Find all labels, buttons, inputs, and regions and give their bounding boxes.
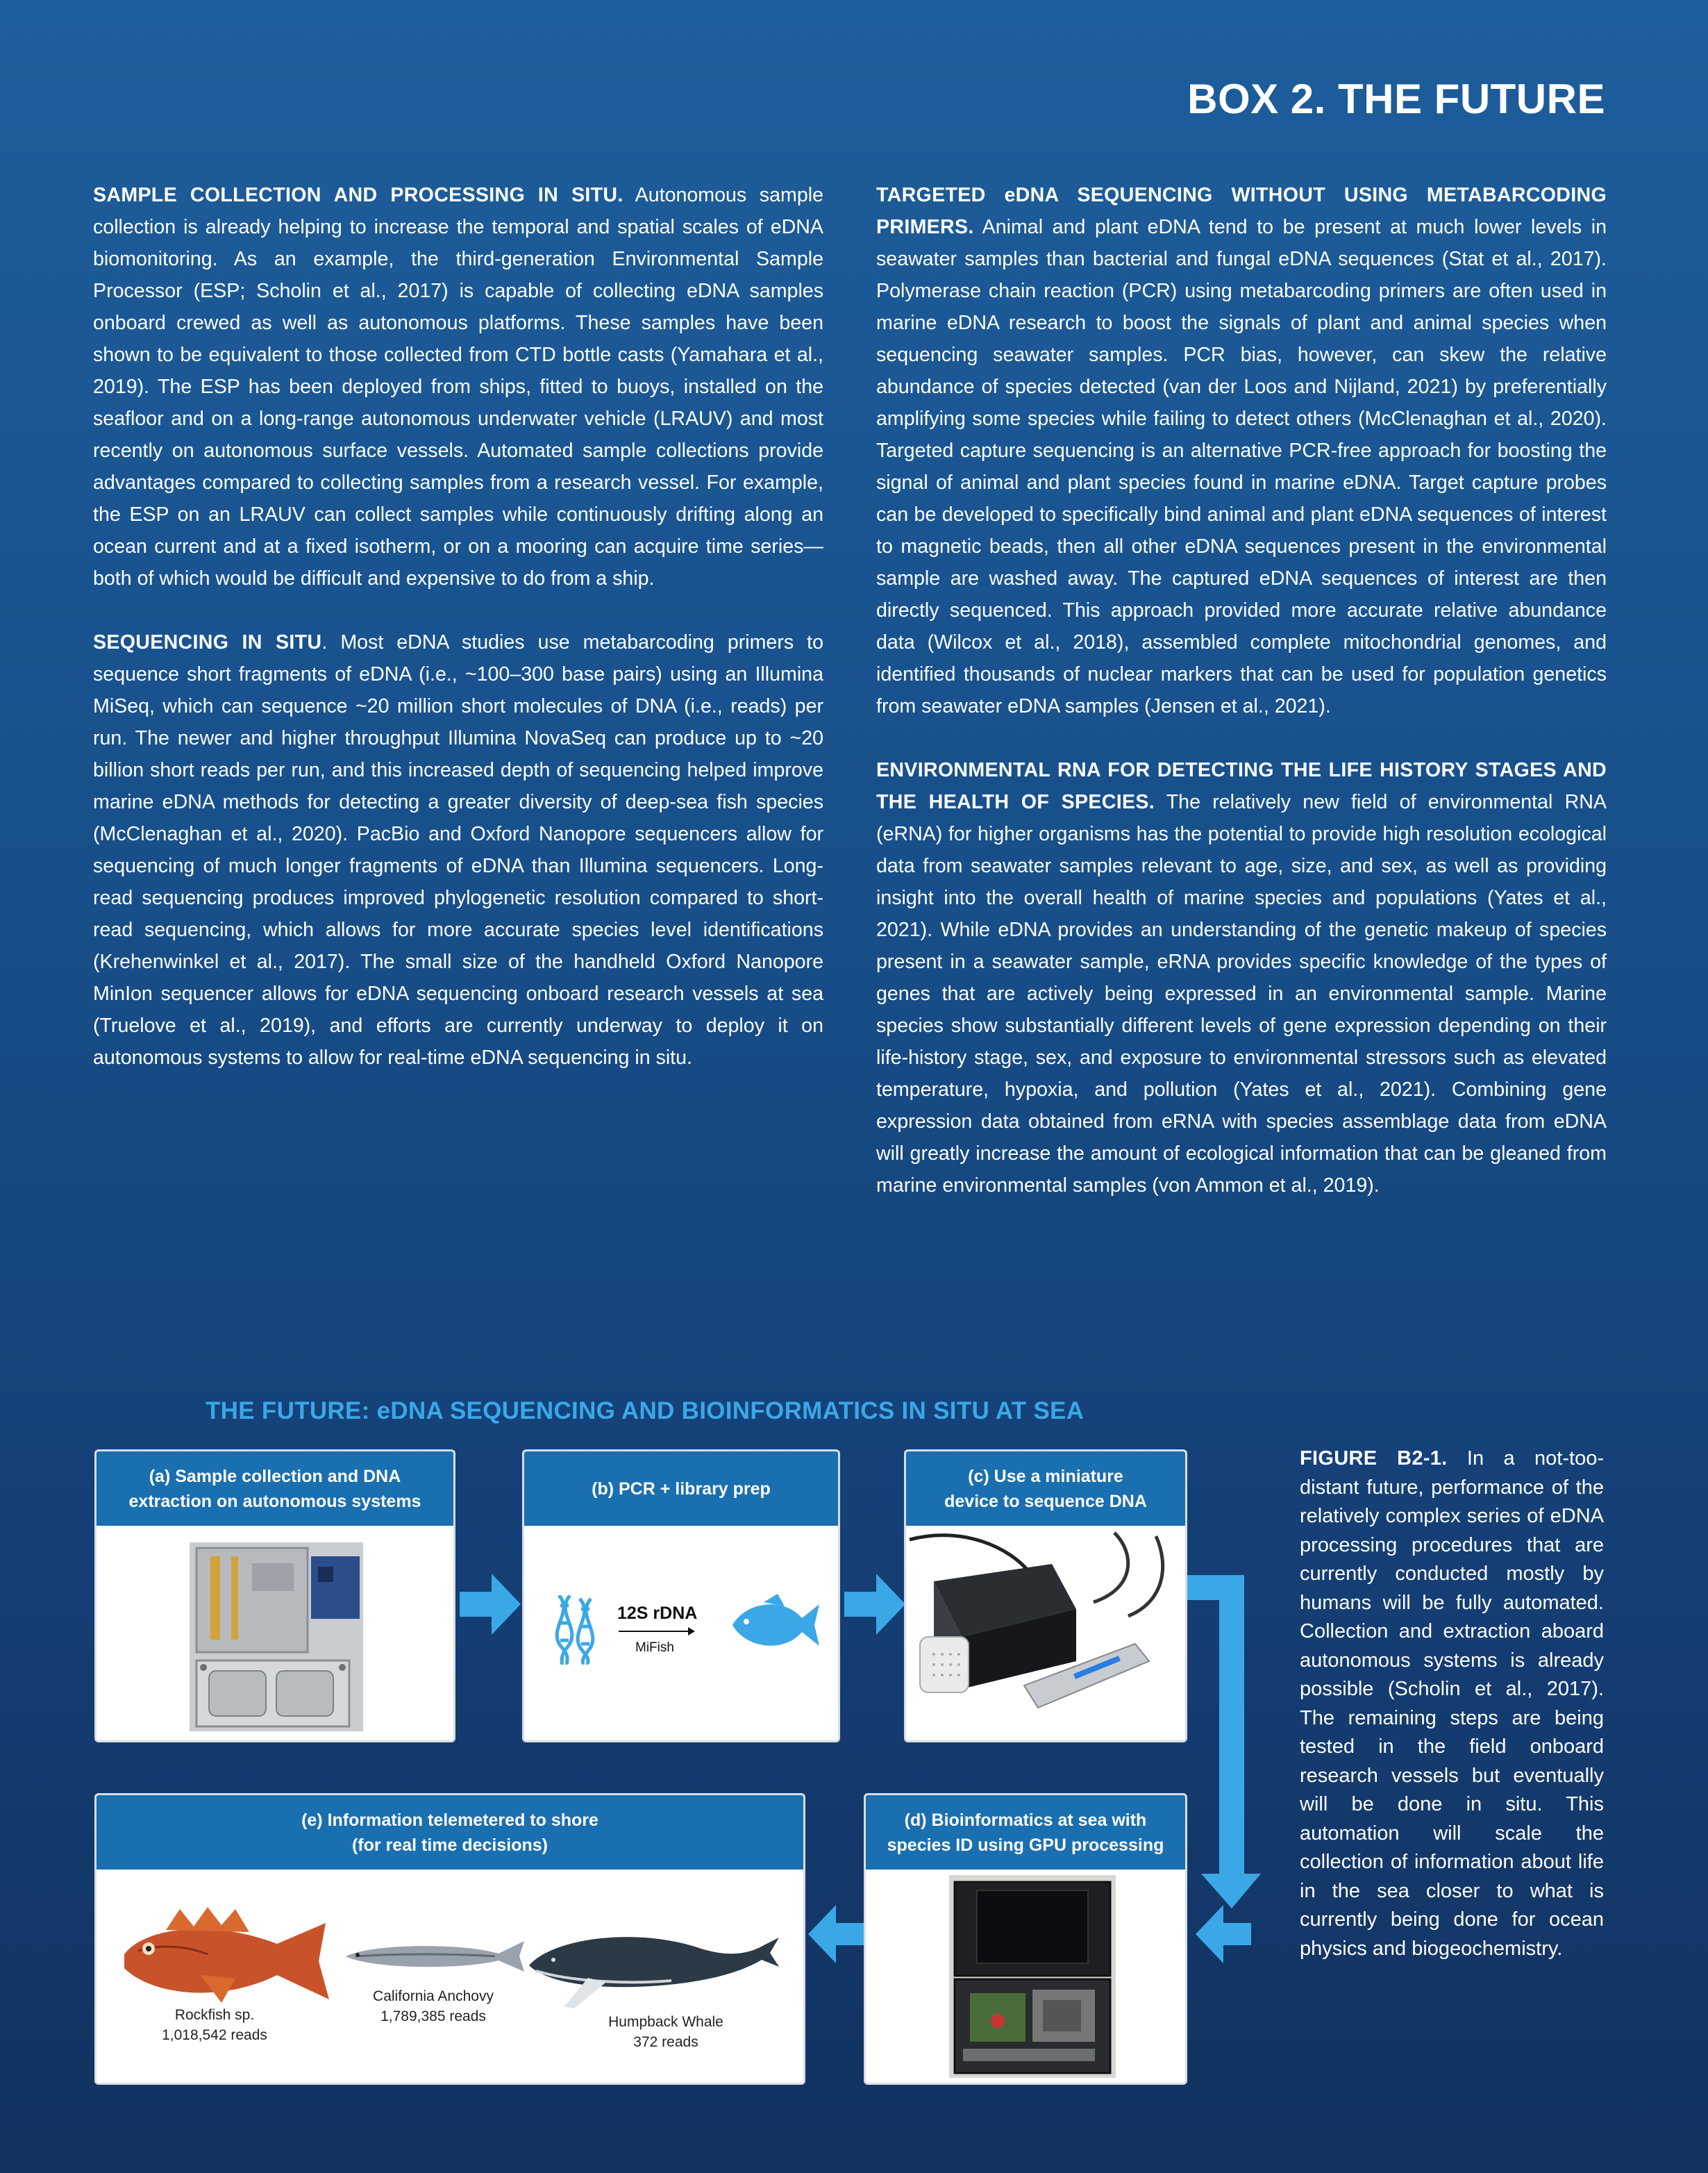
paragraph-targeted-sequencing [876, 179, 1607, 722]
arrow-left-icon [1196, 1899, 1251, 1969]
sequencer-device-image [906, 1526, 1184, 1734]
section-heading: SEQUENCING IN SITU [93, 631, 322, 653]
marker-label: 12S rDNA [617, 1604, 698, 1623]
paragraph-sequencing-in-situ [93, 626, 823, 1074]
anchovy-image [342, 1935, 530, 1977]
species-reads: 1,018,542 reads [162, 2027, 267, 2043]
species-name: California Anchovy [373, 1988, 494, 2004]
section-text: The relatively new field of environmental RNA (eRNA) for higher organisms has the potential to provide high resolution ecological data from seawater samples relevant to age, size, and sex, as well as providing insight into the overall health of marine species and populations (Yates et al., 2021). While eDNA provides an understanding of the genetic makeup of species present in a seawater sample, eRNA provides specific knowledge of the types of genes that are actively being expressed in an environmental sample. Marine species show substantially different levels of gene expression depending on their life-history stage, sex, and exposure to environmental stressors such as elevated temperature, hypoxia, and pollution (Yates et al., 2021). Combining gene expression data obtained from eRNA with species assemblage data from eDNA will greatly increase the amount of ecological information that can be gleaned from marine environmental samples (von Ammon et al., 2019). [876, 791, 1607, 1197]
primer-label: MiFish [635, 1640, 674, 1655]
panel-c-body [906, 1526, 1185, 1741]
panel-c-header: (c) Use a miniature device to sequence DNA [906, 1451, 1185, 1526]
left-column [93, 179, 823, 1106]
species-name: Rockfish sp. [174, 2007, 255, 2023]
arrow-right-icon [460, 1570, 522, 1639]
fish-icon [726, 1594, 823, 1656]
panel-d-body [866, 1870, 1185, 2085]
arrow-left-icon [808, 1899, 864, 1969]
section-text: . Most eDNA studies use metabarcoding primers to sequence short fragments of eDNA (i.e., ~100–300 base pairs) using an Illumina MiSeq, which can sequence ~20 million short molecules of DNA (i.e., reads) per run. The newer and higher throughput Illumina NovaSeq can produce up to ~20 billion short reads per run, and this increased depth of sequencing helped improve marine eDNA methods for detecting a greater diversity of deep-sea fish species (McClenaghan et al., 2020). PacBio and Oxford Nanopore sequencers allow for sequencing of much longer fragments of eDNA than Illumina sequencers. Long-read sequencing produces improved phylogenetic resolution compared to short-read sequencing, which allows for more accurate species level identifications (Krehenwinkel et al., 2017). The small size of the handheld Oxford Nanopore MinIon sequencer allows for eDNA sequencing onboard research vessels at sea (Truelove et al., 2019), and efforts are currently underway to deploy it on autonomous systems to allow for real-time eDNA sequencing in situ. [93, 631, 823, 1069]
figure-title: THE FUTURE: eDNA SEQUENCING AND BIOINFORMATICS IN SITU AT SEA [206, 1397, 1085, 1424]
panel-b-header: (b) PCR + library prep [524, 1451, 838, 1526]
panel-e-body [97, 1870, 803, 2085]
panel-a [94, 1449, 455, 1742]
species-whale-label [596, 2012, 735, 2052]
species-anchovy-label [357, 1986, 510, 2026]
right-column [876, 179, 1607, 1233]
section-heading: TARGETED eDNA SEQUENCING WITHOUT USING METABARCODING PRIMERS. [876, 184, 1607, 238]
panel-b [522, 1449, 840, 1742]
figure-caption [1300, 1444, 1604, 1963]
species-rockfish-label [145, 2005, 284, 2045]
panel-e [94, 1793, 805, 2085]
caption-text: In a not-too-distant future, performance of the relatively complex series of eDNA processing procedures that are currently conducted mostly by humans will be fully automated. Collection and extraction aboard autonomous systems is already possible (Scholin et al., 2017). The remaining steps are being tested in the field onboard research vessels but eventually will be done in situ. This automation will scale the collection of information about life in the sea closer to what is currently being done for ocean physics and biogeochemistry. [1300, 1447, 1604, 1960]
panel-d [864, 1793, 1187, 2085]
species-reads: 1,789,385 reads [380, 2008, 486, 2024]
paragraph-environmental-rna [876, 754, 1607, 1201]
panel-b-body [524, 1526, 838, 1741]
panel-d-header: (d) Bioinformatics at sea with species ID using GPU processing [866, 1795, 1185, 1870]
panel-e-header: (e) Information telemetered to shore (for real time decisions) [97, 1795, 803, 1870]
caption-heading: FIGURE B2-1. [1300, 1447, 1448, 1470]
section-text: Animal and plant eDNA tend to be present at much lower levels in seawater samples than bacterial and fungal eDNA sequences (Stat et al., 2017). Polymerase chain reaction (PCR) using metabarcoding primers are often used in marine eDNA research to boost the signals of plant and animal species when sequencing seawater samples. PCR bias, however, can skew the relative abundance of species detected (van der Loos and Nijland, 2021) by preferentially amplifying some species while failing to detect others (McClenaghan et al., 2020). Targeted capture sequencing is an alternative PCR-free approach for boosting the signal of animal and plant species found in marine eDNA. Target capture probes can be developed to specifically bind animal and plant eDNA sequences of interest to magnetic beads, then all other eDNA sequences present in the environmental sample are washed away. The captured eDNA sequences of interest are then directly sequenced. This approach provided more accurate relative abundance data (Wilcox et al., 2018), assembled complete mitochondrial genomes, and identified thousands of nuclear markers that can be used for population genetics from seawater eDNA samples (Jensen et al., 2021). [876, 216, 1607, 717]
section-text: Autonomous sample collection is already helping to increase the temporal and spatial scales of eDNA biomonitoring. As an example, the third-generation Environmental Sample Processor (ESP; Scholin et al., 2017) is capable of collecting eDNA samples onboard crewed as well as autonomous platforms. These samples have been shown to be equivalent to those collected from CTD bottle casts (Yamahara et al., 2019). The ESP has been deployed from ships, fitted to buoys, installed on the seafloor and on a long-range autonomous underwater vehicle (LRAUV) and most recently on autonomous surface vessels. Automated sample collections provide advantages compared to collecting samples from a research vessel. For example, the ESP on an LRAUV can collect samples while continuously drifting along an ocean current and at a fixed isotherm, or on a mooring can acquire time series—both of which would be difficult and expensive to do from a ship. [93, 184, 823, 590]
paragraph-sample-collection [93, 179, 823, 594]
species-reads: 372 reads [633, 2034, 698, 2050]
panel-a-body [97, 1526, 453, 1741]
section-heading: ENVIRONMENTAL RNA FOR DETECTING THE LIFE HISTORY STAGES AND THE HEALTH OF SPECIES. [876, 759, 1607, 813]
arrow-down-bend-icon [1187, 1568, 1264, 1957]
panel-c [904, 1449, 1187, 1742]
esp-device-image [190, 1542, 363, 1731]
panel-a-header: (a) Sample collection and DNA extraction on autonomous systems [97, 1451, 453, 1526]
arrow-right-small-icon [619, 1626, 695, 1637]
gpu-computer-case-image [949, 1875, 1116, 2078]
box-title: BOX 2. THE FUTURE [1187, 76, 1605, 122]
species-name: Humpback Whale [608, 2014, 723, 2030]
arrow-right-icon [844, 1570, 907, 1639]
dna-helix-icon [553, 1595, 609, 1665]
rockfish-image [117, 1906, 340, 2017]
section-heading: SAMPLE COLLECTION AND PROCESSING IN SITU. [93, 184, 623, 206]
humpback-whale-image [526, 1917, 782, 2014]
